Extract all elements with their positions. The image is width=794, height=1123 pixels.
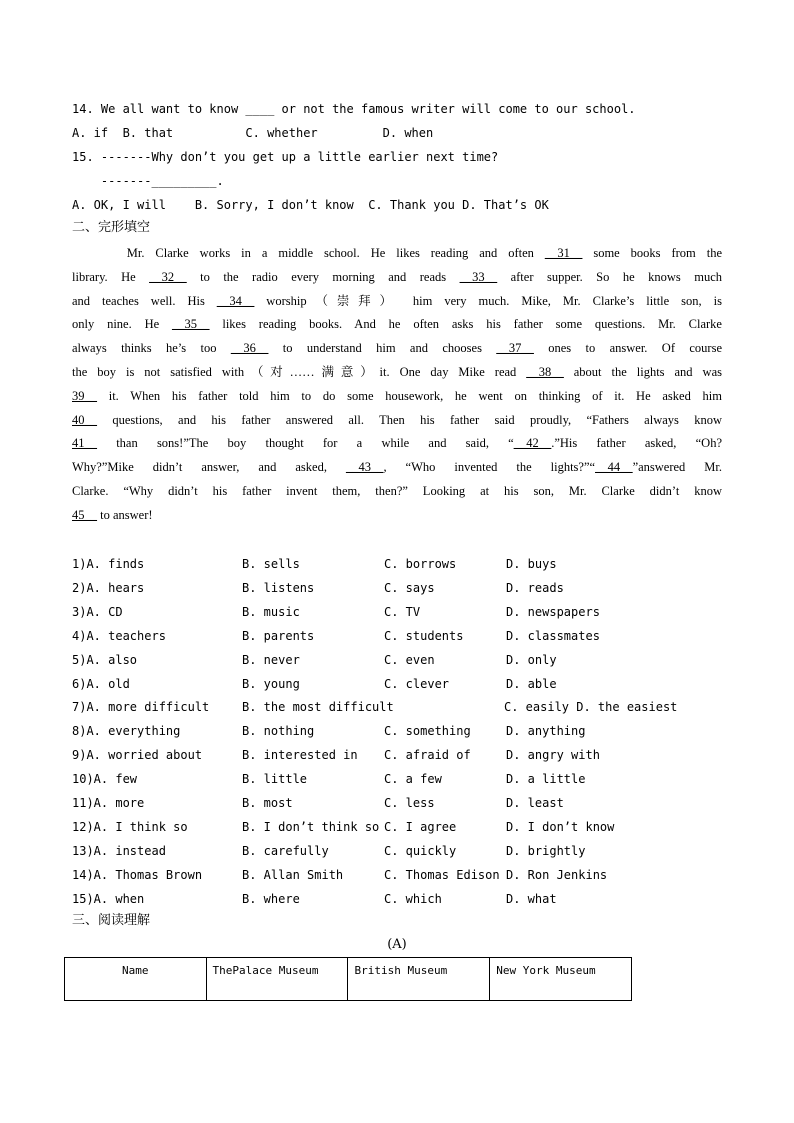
option-a: 5)A. also xyxy=(72,652,138,667)
blank-37: __37__ xyxy=(496,341,534,356)
option-d: D. buys xyxy=(506,557,557,571)
blank-32: __32__ xyxy=(149,269,187,284)
passage-line: Mr. Clarke works in a middle school. He likes reading and often __31__ some books from the xyxy=(72,246,722,260)
blank-39: 39__ xyxy=(72,388,97,403)
blank-41: 41__ xyxy=(72,436,97,451)
blank-40: 40__ xyxy=(72,412,97,427)
option-d: D. angry with xyxy=(506,748,600,763)
table-header-new-york-museum: New York Museum xyxy=(490,958,632,1001)
option-a: 12)A. I think so xyxy=(72,819,188,834)
option-c: C. afraid of xyxy=(384,748,471,763)
option-d: D. classmates xyxy=(506,628,600,643)
option-b: B. nothing xyxy=(242,724,315,739)
question-14-options: A. if B. that C. whether D. when xyxy=(72,126,434,140)
option-c: C. which xyxy=(384,891,442,906)
option-b: B. little xyxy=(242,772,308,787)
cloze-passage xyxy=(72,245,722,531)
museum-table xyxy=(64,957,632,1001)
passage-line: 41__ than sons!”The boy thought for a while and said, “__42__.”His father asked, “Oh? xyxy=(72,436,722,451)
reply-end: . xyxy=(216,174,224,188)
option-c: C. TV xyxy=(384,604,421,619)
option-row xyxy=(72,795,722,811)
option-a: 6)A. old xyxy=(72,676,130,691)
option-c: C. students xyxy=(384,628,464,643)
blank-38: __38__ xyxy=(526,364,564,379)
passage-line: only nine. He __35__ likes reading books. And he often asks his father some questions. Mr. Clarke xyxy=(72,317,722,332)
blank-42: __42__ xyxy=(513,436,552,451)
option-b: B. sells xyxy=(242,557,300,571)
option-row xyxy=(72,652,722,668)
option-row xyxy=(72,819,722,835)
option-d: D. Ron Jenkins xyxy=(506,867,608,882)
option-a: 13)A. instead xyxy=(72,843,166,858)
option-b: B. the most difficult xyxy=(242,700,394,715)
option-row xyxy=(72,891,722,907)
option-c: C. less xyxy=(384,796,435,810)
option-d: D. reads xyxy=(506,580,564,595)
option-c: C. quickly xyxy=(384,843,457,858)
question-14-stem: 14. We all want to know ____ or not the famous writer will come to our school. xyxy=(72,102,636,116)
option-d: D. only xyxy=(506,652,557,667)
reply-blank: _________ xyxy=(151,174,217,188)
blank-45: 45__ xyxy=(72,507,97,522)
option-a: 11)A. more xyxy=(72,796,145,810)
blank-43: __43__ xyxy=(345,460,384,475)
option-c: C. easily D. the easiest xyxy=(504,700,678,715)
option-c: C. something xyxy=(384,724,471,739)
blank-35: __35__ xyxy=(172,317,210,332)
option-a: 9)A. worried about xyxy=(72,748,203,763)
option-d: D. I don’t know xyxy=(506,819,615,834)
option-a: 8)A. everything xyxy=(72,724,181,739)
table-header-name: Name xyxy=(65,958,207,1001)
question-15-reply xyxy=(72,173,224,189)
option-row xyxy=(72,628,722,644)
table-header-british-museum: British Museum xyxy=(348,958,490,1001)
option-b: B. interested in xyxy=(242,748,358,763)
table-header-palace-museum: ThePalace Museum xyxy=(206,958,348,1001)
blank-31: __31__ xyxy=(544,246,583,260)
option-d: D. a little xyxy=(506,772,586,787)
option-b: B. where xyxy=(242,891,300,906)
option-d: D. anything xyxy=(506,724,586,739)
option-a: 14)A. Thomas Brown xyxy=(72,867,203,882)
option-b: B. young xyxy=(242,676,300,691)
question-15-stem: 15. -------Why don’t you get up a little earlier next time? xyxy=(72,150,499,164)
option-b: B. carefully xyxy=(242,843,329,858)
passage-line: always thinks he’s too __36__ to understand him and chooses __37__ ones to answer. Of course xyxy=(72,341,723,356)
section-reading-title: 三、阅读理解 xyxy=(72,913,151,928)
option-b: B. music xyxy=(242,604,300,619)
option-row xyxy=(72,843,722,859)
option-row xyxy=(72,580,722,596)
option-a: 10)A. few xyxy=(72,772,138,787)
option-b: B. listens xyxy=(242,580,315,595)
option-b: B. never xyxy=(242,652,300,667)
passage-line: 40__ questions, and his father answered all. Then his father said proudly, “Fathers always know xyxy=(72,412,722,427)
passage-line: 39__ it. When his father told him to do some housework, he went on thinking of it. He asked him xyxy=(72,388,722,403)
option-row xyxy=(72,867,722,883)
passage-line: library. He __32__ to the radio every morning and reads __33__ after supper. So he knows much xyxy=(72,269,722,284)
blank-36: __36__ xyxy=(230,341,269,356)
passage-line: Why?”Mike didn’t answer, and asked, __43__, “Who invented the lights?”“__44__”answered Mr. xyxy=(72,460,722,475)
option-d: D. able xyxy=(506,676,557,691)
passage-line: Clarke. “Why didn’t his father invent them, then?” Looking at his son, Mr. Clarke didn’t know xyxy=(72,483,722,498)
option-a: 1)A. finds xyxy=(72,557,145,571)
option-c: C. even xyxy=(384,652,435,667)
option-b: B. parents xyxy=(242,628,315,643)
blank-34: __34__ xyxy=(216,293,255,308)
reading-a-label: (A) xyxy=(387,937,407,952)
option-b: B. I don’t think so xyxy=(242,819,380,834)
option-row xyxy=(72,723,722,739)
option-row xyxy=(72,771,722,787)
option-a: 2)A. hears xyxy=(72,580,145,595)
option-d: D. newspapers xyxy=(506,604,600,619)
option-c: C. clever xyxy=(384,676,450,691)
option-d: D. least xyxy=(506,796,564,810)
option-c: C. borrows xyxy=(384,557,457,571)
option-d: D. brightly xyxy=(506,843,586,858)
option-b: B. most xyxy=(242,796,293,810)
section-cloze-title: 二、完形填空 xyxy=(72,220,151,235)
option-row xyxy=(72,676,722,692)
option-d: D. what xyxy=(506,891,557,906)
option-row xyxy=(72,747,722,763)
table-row xyxy=(65,958,632,1001)
option-a: 4)A. teachers xyxy=(72,628,166,643)
option-c: C. I agree xyxy=(384,819,457,834)
option-c: C. Thomas Edison xyxy=(384,867,500,882)
option-b: B. Allan Smith xyxy=(242,867,344,882)
option-c: C. says xyxy=(384,580,435,595)
question-15-options: A. OK, I will B. Sorry, I don’t know C. Thank you D. That’s OK xyxy=(72,198,549,212)
option-a: 15)A. when xyxy=(72,891,145,906)
option-row xyxy=(72,699,722,715)
option-c: C. a few xyxy=(384,772,442,787)
option-a: 7)A. more difficult xyxy=(72,700,210,715)
passage-line: the boy is not satisfied with（对……满意）it. One day Mike read __38__ about the lights and was xyxy=(72,364,722,379)
blank-44: __44__ xyxy=(595,460,633,475)
option-row xyxy=(72,604,722,620)
blank-33: __33__ xyxy=(459,269,498,284)
option-row xyxy=(72,556,722,572)
option-a: 3)A. CD xyxy=(72,604,123,619)
passage-line: 45__ to answer! xyxy=(72,507,153,522)
passage-line: and teaches well. His __34__ worship（崇拜） him very much. Mike, Mr. Clarke’s little son, is xyxy=(72,293,723,308)
reply-dashes: ------- xyxy=(72,174,152,188)
